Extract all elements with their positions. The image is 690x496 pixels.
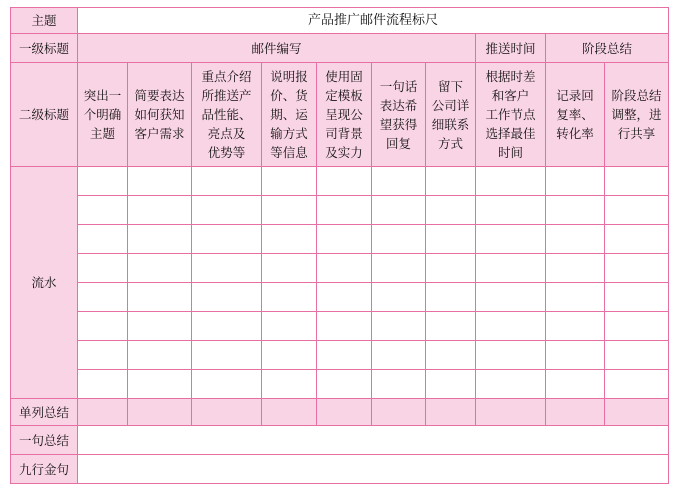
flow-cell[interactable] <box>476 341 546 370</box>
flow-cell[interactable] <box>192 283 262 312</box>
flow-cell[interactable] <box>476 196 546 225</box>
one-sentence-cell[interactable] <box>78 426 669 455</box>
nine-lines-row <box>11 455 669 484</box>
flow-row <box>11 225 669 254</box>
flow-cell[interactable] <box>78 283 128 312</box>
flow-cell[interactable] <box>192 225 262 254</box>
flow-cell[interactable] <box>372 312 426 341</box>
flow-cell[interactable] <box>476 283 546 312</box>
flow-cell[interactable] <box>605 254 669 283</box>
flow-cell[interactable] <box>128 283 192 312</box>
flow-cell[interactable] <box>317 370 372 399</box>
flow-cell[interactable] <box>78 254 128 283</box>
level2-cell: 阶段总结 调整，进 行共享 <box>605 63 669 167</box>
email-process-table <box>10 7 669 484</box>
flow-cell[interactable] <box>262 370 317 399</box>
topic-row <box>11 8 669 34</box>
flow-cell[interactable] <box>262 312 317 341</box>
flow-cell[interactable] <box>128 225 192 254</box>
flow-cell[interactable] <box>128 370 192 399</box>
level2-cell: 突出一 个明确 主题 <box>78 63 128 167</box>
flow-cell[interactable] <box>372 370 426 399</box>
one-sentence-row <box>11 426 669 455</box>
flow-cell[interactable] <box>546 341 605 370</box>
flow-cell[interactable] <box>317 312 372 341</box>
level2-cell: 重点介绍 所推送产 品性能、 亮点及 优势等 <box>192 63 262 167</box>
process-ruler-sheet <box>10 7 668 487</box>
flow-cell[interactable] <box>192 196 262 225</box>
flow-cell[interactable] <box>128 254 192 283</box>
flow-cell[interactable] <box>605 370 669 399</box>
flow-cell[interactable] <box>546 283 605 312</box>
flow-cell[interactable] <box>262 254 317 283</box>
flow-cell[interactable] <box>78 341 128 370</box>
flow-cell[interactable] <box>317 283 372 312</box>
flow-row <box>11 312 669 341</box>
level2-cell: 记录回 复率、 转化率 <box>546 63 605 167</box>
flow-cell[interactable] <box>426 370 476 399</box>
flow-cell[interactable] <box>262 196 317 225</box>
flow-cell[interactable] <box>546 312 605 341</box>
flow-cell[interactable] <box>426 312 476 341</box>
flow-cell[interactable] <box>546 254 605 283</box>
flow-cell[interactable] <box>78 167 128 196</box>
flow-cell[interactable] <box>128 341 192 370</box>
topic-label: 主题 <box>11 8 78 34</box>
column-summary-cell[interactable] <box>546 399 605 426</box>
flow-row <box>11 167 669 196</box>
flow-cell[interactable] <box>605 341 669 370</box>
flow-label: 流水 <box>11 167 78 399</box>
flow-cell[interactable] <box>426 283 476 312</box>
flow-cell[interactable] <box>262 283 317 312</box>
flow-cell[interactable] <box>546 167 605 196</box>
column-summary-cell[interactable] <box>605 399 669 426</box>
flow-cell[interactable] <box>317 225 372 254</box>
flow-cell[interactable] <box>372 254 426 283</box>
column-summary-cell[interactable] <box>476 399 546 426</box>
flow-cell[interactable] <box>546 225 605 254</box>
flow-row <box>11 341 669 370</box>
flow-cell[interactable] <box>128 312 192 341</box>
flow-cell[interactable] <box>426 225 476 254</box>
flow-cell[interactable] <box>192 312 262 341</box>
flow-cell[interactable] <box>262 225 317 254</box>
flow-cell[interactable] <box>317 254 372 283</box>
column-summary-cell[interactable] <box>128 399 192 426</box>
one-sentence-label: 一句总结 <box>11 426 78 455</box>
flow-cell[interactable] <box>605 283 669 312</box>
column-summary-cell[interactable] <box>372 399 426 426</box>
flow-cell[interactable] <box>192 167 262 196</box>
level2-row <box>11 63 669 167</box>
level2-cell: 留下 公司详 细联系 方式 <box>426 63 476 167</box>
flow-cell[interactable] <box>426 196 476 225</box>
flow-cell[interactable] <box>192 341 262 370</box>
flow-cell[interactable] <box>262 167 317 196</box>
flow-cell[interactable] <box>78 312 128 341</box>
flow-cell[interactable] <box>78 370 128 399</box>
flow-cell[interactable] <box>476 312 546 341</box>
level1-row <box>11 34 669 63</box>
level2-cell: 说明报 价、货 期、运 输方式 等信息 <box>262 63 317 167</box>
flow-row <box>11 370 669 399</box>
flow-cell[interactable] <box>476 167 546 196</box>
flow-cell[interactable] <box>605 167 669 196</box>
flow-cell[interactable] <box>372 225 426 254</box>
flow-cell[interactable] <box>546 370 605 399</box>
flow-cell[interactable] <box>192 254 262 283</box>
level1-label: 一级标题 <box>11 34 78 63</box>
level1-stage-summary: 阶段总结 <box>546 34 669 63</box>
column-summary-cell[interactable] <box>78 399 128 426</box>
flow-cell[interactable] <box>476 254 546 283</box>
flow-cell[interactable] <box>372 283 426 312</box>
flow-row <box>11 196 669 225</box>
column-summary-cell[interactable] <box>426 399 476 426</box>
flow-cell[interactable] <box>546 196 605 225</box>
flow-cell[interactable] <box>426 254 476 283</box>
nine-lines-cell[interactable] <box>78 455 669 484</box>
column-summary-cell[interactable] <box>262 399 317 426</box>
column-summary-row <box>11 399 669 426</box>
flow-cell[interactable] <box>372 167 426 196</box>
topic-title: 产品推广邮件流程标尺 <box>78 8 669 34</box>
flow-cell[interactable] <box>192 370 262 399</box>
level2-cell: 一句话 表达希 望获得 回复 <box>372 63 426 167</box>
level2-label: 二级标题 <box>11 63 78 167</box>
level1-send-time: 推送时间 <box>476 34 546 63</box>
flow-cell[interactable] <box>372 341 426 370</box>
flow-cell[interactable] <box>262 341 317 370</box>
flow-cell[interactable] <box>128 167 192 196</box>
level2-cell: 简要表达 如何获知 客户需求 <box>128 63 192 167</box>
flow-cell[interactable] <box>476 225 546 254</box>
level2-cell: 根据时差 和客户 工作节点 选择最佳 时间 <box>476 63 546 167</box>
flow-cell[interactable] <box>605 225 669 254</box>
flow-cell[interactable] <box>476 370 546 399</box>
flow-cell[interactable] <box>605 312 669 341</box>
flow-cell[interactable] <box>78 225 128 254</box>
column-summary-label: 单列总结 <box>11 399 78 426</box>
column-summary-cell[interactable] <box>317 399 372 426</box>
flow-row <box>11 254 669 283</box>
flow-row <box>11 283 669 312</box>
flow-cell[interactable] <box>605 196 669 225</box>
flow-cell[interactable] <box>128 196 192 225</box>
flow-cell[interactable] <box>426 341 476 370</box>
flow-cell[interactable] <box>317 167 372 196</box>
flow-cell[interactable] <box>317 196 372 225</box>
level2-cell: 使用固 定模板 呈现公 司背景 及实力 <box>317 63 372 167</box>
flow-cell[interactable] <box>78 196 128 225</box>
flow-cell[interactable] <box>317 341 372 370</box>
flow-cell[interactable] <box>426 167 476 196</box>
nine-lines-label: 九行金句 <box>11 455 78 484</box>
flow-cell[interactable] <box>372 196 426 225</box>
level1-email-writing: 邮件编写 <box>78 34 476 63</box>
column-summary-cell[interactable] <box>192 399 262 426</box>
